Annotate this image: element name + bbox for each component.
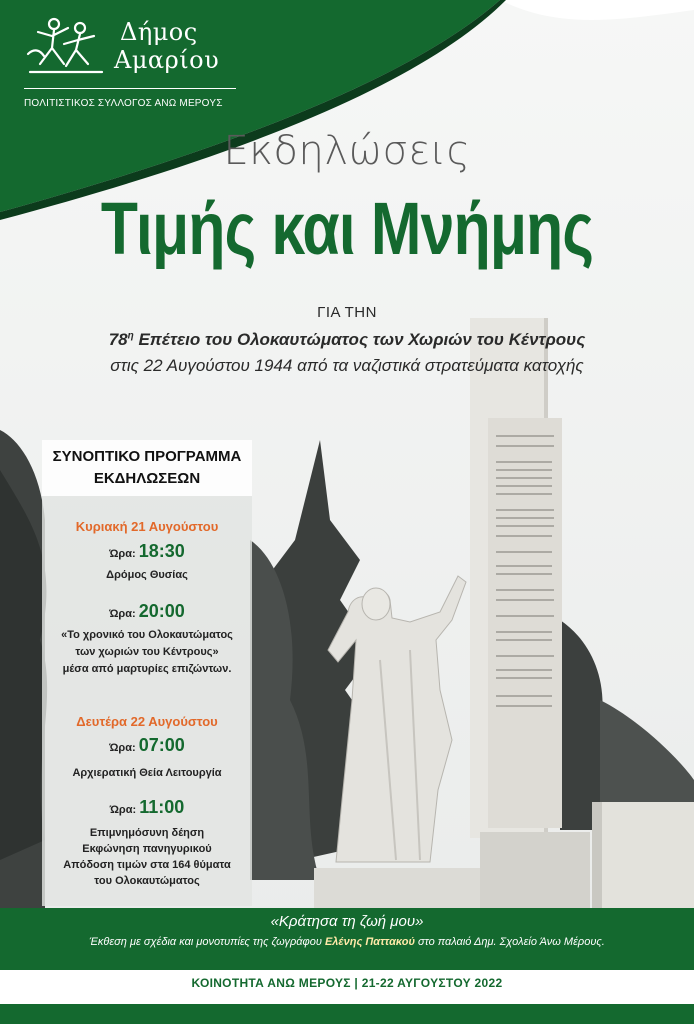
logo-name-line1: Δήμος — [120, 18, 198, 46]
schedule-day-1: Κυριακή 21 Αυγούστου — [75, 519, 219, 534]
event-2-time — [42, 601, 252, 621]
exhibit-title: «Κράτησα τη ζωή μου» — [270, 913, 424, 930]
time-label: Ώρα: — [109, 608, 136, 620]
footer-bottom-strip — [0, 1004, 694, 1024]
event-1-time — [42, 541, 252, 561]
schedule-day-2: Δευτέρα 22 Αυγούστου — [76, 714, 218, 729]
event-2-line-2: των χωριών του Κέντρους» — [75, 646, 219, 658]
logo-figures-icon — [24, 14, 108, 80]
event-4-line-3: Απόδοση τιμών στα 164 θύματα — [63, 859, 231, 871]
anniversary-sup: η — [127, 330, 134, 342]
footer-info: ΚΟΙΝΟΤΗΤΑ ΑΝΩ ΜΕΡΟΥΣ | 21-22 ΑΥΓΟΥΣΤΟΥ 2022 — [191, 976, 503, 990]
logo-name-line2: Αμαρίου — [114, 46, 220, 74]
logo-subtitle: ΠΟΛΙΤΙΣΤΙΚΟΣ ΣΥΛΛΟΓΟΣ ΑΝΩ ΜΕΡΟΥΣ — [24, 98, 223, 109]
schedule-title-line1: ΣΥΝΟΠΤΙΚΟ ΠΡΟΓΡΑΜΜΑ — [52, 448, 242, 465]
monument-plaque — [488, 418, 562, 828]
intro-anniversary — [0, 330, 694, 350]
event-4-time — [42, 797, 252, 817]
title-small: Εκδηλώσεις — [223, 128, 471, 174]
schedule-title-line2: ΕΚΔΗΛΩΣΕΩΝ — [93, 470, 201, 487]
logo-divider — [24, 88, 236, 89]
event-3-time — [42, 735, 252, 755]
event-time: 07:00 — [138, 735, 185, 755]
event-4-line-4: του Ολοκαυτώματος — [94, 875, 200, 887]
intro-date-line: στις 22 Αυγούστου 1944 από τα ναζιστικά στρατεύματα κατοχής — [110, 356, 584, 375]
event-time: 20:00 — [138, 601, 185, 621]
right-pedestal — [592, 802, 694, 908]
exhibit-desc-post: στο παλαιό Δημ. Σχολείο Άνω Μέρους. — [418, 936, 605, 948]
statue-base — [314, 868, 484, 908]
event-2-line-3: μέσα από μαρτυρίες επιζώντων. — [62, 663, 232, 675]
event-1-line-1: Δρόμος Θυσίας — [106, 569, 188, 581]
title-big: Τιμής και Μνήμης — [100, 187, 594, 270]
anniversary-number: 78 — [108, 330, 128, 349]
event-time: 18:30 — [138, 541, 185, 561]
event-4-line-2: Εκφώνηση πανηγυρικού — [82, 843, 212, 855]
exhibit-description — [0, 936, 694, 948]
event-4-line-1: Επιμνημόσυνη δέηση — [89, 827, 205, 839]
event-time: 11:00 — [139, 797, 185, 817]
time-label: Ώρα: — [109, 742, 136, 754]
event-3-line-1: Αρχιερατική Θεία Λειτουργία — [72, 767, 222, 779]
time-label: Ώρα: — [109, 548, 136, 560]
exhibit-artist: Ελένης Παττακού — [324, 936, 415, 948]
intro-for: ΓΙΑ ΤΗΝ — [317, 304, 377, 321]
anniversary-text: Επέτειο του Ολοκαυτώματος των Χωριών του Κέντρους — [138, 330, 586, 349]
time-label: Ώρα: — [109, 804, 137, 816]
exhibit-desc-pre: Έκθεση με σχέδια και μονοτυπίες της ζωγράφου — [89, 936, 322, 948]
municipality-logo — [24, 14, 236, 109]
event-2-line-1: «Το χρονικό του Ολοκαυτώματος — [61, 629, 233, 641]
